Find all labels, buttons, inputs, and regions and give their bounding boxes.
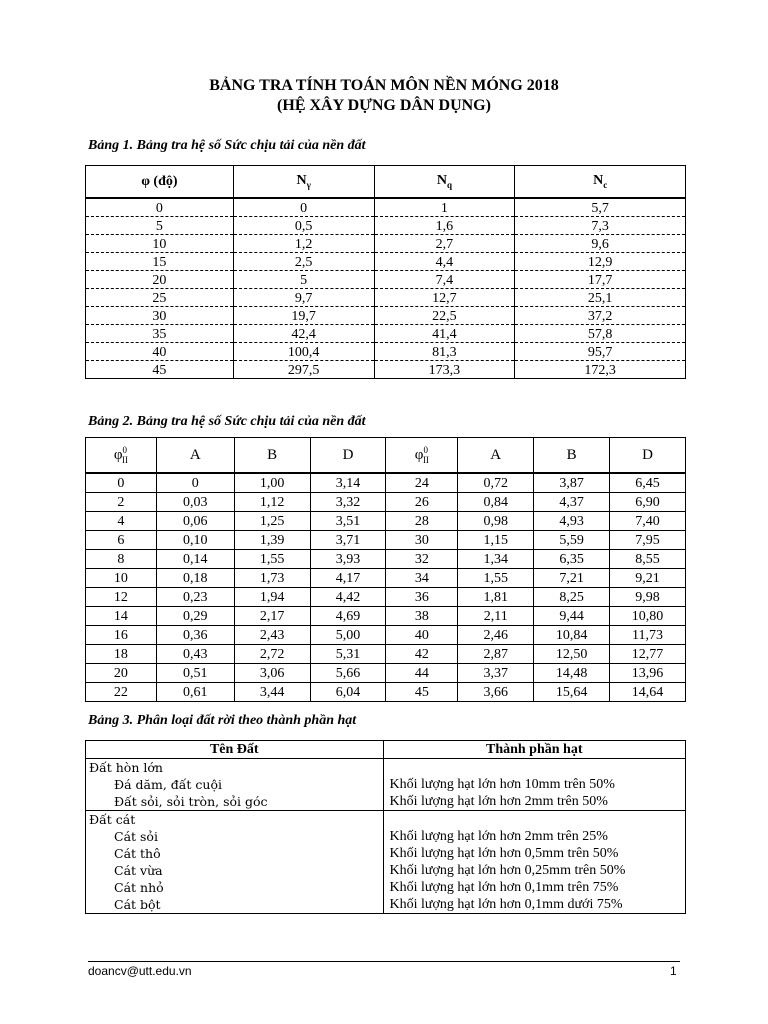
table2-cell: 5,31: [310, 645, 386, 664]
table2-cell: 2,87: [458, 645, 534, 664]
table2-cell: 3,06: [234, 664, 310, 683]
table3-header-name: Tên Đất: [86, 741, 384, 759]
table2-cell: 8: [86, 550, 157, 569]
table1-cell: 25: [86, 289, 234, 307]
table2-cell: 32: [386, 550, 458, 569]
table1-cell: 10: [86, 235, 234, 253]
table2-cell: 2,17: [234, 607, 310, 626]
table1-row: [86, 307, 686, 325]
title-line-2: (HỆ XÂY DỰNG DÂN DỤNG): [277, 97, 491, 114]
table2-cell: 18: [86, 645, 157, 664]
table2-cell: 0,18: [156, 569, 234, 588]
table2-cell: 0,43: [156, 645, 234, 664]
table2-cell: 1,73: [234, 569, 310, 588]
table2-cell: 3,14: [310, 473, 386, 493]
table2-cell: 6,45: [610, 473, 686, 493]
table1-cell: 17,7: [515, 271, 686, 289]
table2-cell: 1,81: [458, 588, 534, 607]
table1-row: [86, 253, 686, 271]
table1-cell: 42,4: [233, 325, 374, 343]
table1-cell: 37,2: [515, 307, 686, 325]
table1-cell: 45: [86, 361, 234, 379]
table2-cell: 11,73: [610, 626, 686, 645]
table3-header-row: [86, 741, 686, 759]
table2-cell: 9,21: [610, 569, 686, 588]
table2-header-row: [86, 438, 686, 474]
table1-cell: 7,3: [515, 217, 686, 235]
table2-cell: 0,29: [156, 607, 234, 626]
table2-cell: 22: [86, 683, 157, 702]
soil-name: Cát bột: [86, 896, 384, 914]
table2-cell: 0,84: [458, 493, 534, 512]
table2-cell: 2,46: [458, 626, 534, 645]
table2-row: [86, 473, 686, 493]
table1-cell: 2,5: [233, 253, 374, 271]
document-title: [0, 76, 768, 116]
table2-row: [86, 645, 686, 664]
table1-row: [86, 325, 686, 343]
table1-cell: 57,8: [515, 325, 686, 343]
table3-group1-title: Đất hòn lớn: [86, 759, 384, 777]
table1-header-ngamma: $N_\gamma$: [233, 166, 374, 199]
table2-header-a-right: A: [458, 438, 534, 474]
table2-cell: 1,15: [458, 531, 534, 550]
table1-cell: 41,4: [374, 325, 515, 343]
table2-cell: 45: [386, 683, 458, 702]
table2-cell: 6,35: [534, 550, 610, 569]
soil-composition: Khối lượng hạt lớn hơn 2mm trên 50%: [383, 793, 686, 811]
table1-cell: 5,7: [515, 198, 686, 217]
table1-cell: 12,9: [515, 253, 686, 271]
table2-caption: Bảng 2. Bảng tra hệ số Sức chịu tải của nền đất: [88, 414, 366, 429]
table2-cell: 7,40: [610, 512, 686, 531]
soil-composition: Khối lượng hạt lớn hơn 0,25mm trên 50%: [383, 862, 686, 879]
table2-cell: 4,17: [310, 569, 386, 588]
table1-cell: 81,3: [374, 343, 515, 361]
table2-cell: 9,44: [534, 607, 610, 626]
table2-row: [86, 664, 686, 683]
table2-row: [86, 607, 686, 626]
table2-cell: 1,55: [234, 550, 310, 569]
soil-name: Đất sỏi, sỏi tròn, sỏi góc: [86, 793, 384, 811]
table1-cell: 172,3: [515, 361, 686, 379]
table1-cell: 0,5: [233, 217, 374, 235]
table2-cell: 26: [386, 493, 458, 512]
table1-cell: 4,4: [374, 253, 515, 271]
table2-cell: 10: [86, 569, 157, 588]
table2-cell: 4,69: [310, 607, 386, 626]
table1-cell: 20: [86, 271, 234, 289]
table2-cell: 42: [386, 645, 458, 664]
soil-composition: Khối lượng hạt lớn hơn 2mm trên 25%: [383, 828, 686, 845]
table2-cell: 0,14: [156, 550, 234, 569]
table2-cell: 16: [86, 626, 157, 645]
table2-header-d-left: D: [310, 438, 386, 474]
table2-cell: 2: [86, 493, 157, 512]
table2-cell: 1,55: [458, 569, 534, 588]
table2-cell: 8,55: [610, 550, 686, 569]
table2-cell: 1,00: [234, 473, 310, 493]
table1-cell: 30: [86, 307, 234, 325]
table1-cell: 35: [86, 325, 234, 343]
table3-group2-title: Đất cát: [86, 811, 384, 829]
table3-row: [86, 793, 686, 811]
table2-cell: 13,96: [610, 664, 686, 683]
table2-row: [86, 493, 686, 512]
table1-row: [86, 235, 686, 253]
table2-cell: 9,98: [610, 588, 686, 607]
table2-row: [86, 512, 686, 531]
table2-cell: 14: [86, 607, 157, 626]
table2-cell: 1,12: [234, 493, 310, 512]
table1-row: [86, 271, 686, 289]
table1-cell: 0: [86, 198, 234, 217]
table2-header-d-right: D: [610, 438, 686, 474]
table2-cell: 1,25: [234, 512, 310, 531]
table3-header-composition: Thành phần hạt: [383, 741, 686, 759]
table2-cell: 0,51: [156, 664, 234, 683]
table1-cell: 173,3: [374, 361, 515, 379]
table2-row: [86, 550, 686, 569]
table1-cell: 22,5: [374, 307, 515, 325]
table2-cell: 4,42: [310, 588, 386, 607]
table2-cell: 28: [386, 512, 458, 531]
soil-composition: Khối lượng hạt lớn hơn 10mm trên 50%: [383, 776, 686, 793]
table1-cell: 100,4: [233, 343, 374, 361]
soil-composition: Khối lượng hạt lớn hơn 0,5mm trên 50%: [383, 845, 686, 862]
table2-cell: 5,66: [310, 664, 386, 683]
table1-header-nc: $N_c$: [515, 166, 686, 199]
footer-divider: [88, 961, 680, 962]
table2-cell: 38: [386, 607, 458, 626]
table3-row: [86, 845, 686, 862]
table2-cell: 1,94: [234, 588, 310, 607]
table2-cell: 3,66: [458, 683, 534, 702]
table1-cell: 15: [86, 253, 234, 271]
table1-header-row: [86, 166, 686, 199]
table2-row: [86, 588, 686, 607]
table2-cell: 0: [156, 473, 234, 493]
table2-cell: 3,51: [310, 512, 386, 531]
table2-cell: 12,77: [610, 645, 686, 664]
table2-cell: 3,87: [534, 473, 610, 493]
table2-cell: 4: [86, 512, 157, 531]
soil-composition: Khối lượng hạt lớn hơn 0,1mm dưới 75%: [383, 896, 686, 914]
table2-cell: 4,93: [534, 512, 610, 531]
table2-cell: 24: [386, 473, 458, 493]
table1-row: [86, 198, 686, 217]
soil-composition: Khối lượng hạt lớn hơn 0,1mm trên 75%: [383, 879, 686, 896]
table2-cell: 6,90: [610, 493, 686, 512]
table2-cell: 0,72: [458, 473, 534, 493]
table2-cell: 15,64: [534, 683, 610, 702]
table2-cell: 0,03: [156, 493, 234, 512]
table3-row: [86, 896, 686, 914]
table2-cell: 12,50: [534, 645, 610, 664]
table2-cell: 0,10: [156, 531, 234, 550]
table2-cell: 3,32: [310, 493, 386, 512]
table2-cell: 36: [386, 588, 458, 607]
table2-header-b-right: B: [534, 438, 610, 474]
table2-cell: 20: [86, 664, 157, 683]
table3: [85, 740, 686, 914]
table2-cell: 3,93: [310, 550, 386, 569]
table3-group-title-row: [86, 811, 686, 829]
table2-cell: 1,34: [458, 550, 534, 569]
table1-cell: 40: [86, 343, 234, 361]
table2-cell: 12: [86, 588, 157, 607]
table1-cell: 19,7: [233, 307, 374, 325]
table2-header-phi-left: $\varphi^0_{II}$: [86, 438, 157, 474]
table1-row: [86, 343, 686, 361]
table1-cell: 1: [374, 198, 515, 217]
page-number: 1: [670, 964, 677, 978]
table2-cell: 0: [86, 473, 157, 493]
table2-cell: 40: [386, 626, 458, 645]
table2-cell: 6,04: [310, 683, 386, 702]
table3-row: [86, 776, 686, 793]
table1-cell: 5: [233, 271, 374, 289]
table2-cell: 3,71: [310, 531, 386, 550]
table2-cell: 7,21: [534, 569, 610, 588]
table2-header-phi-right: $\varphi^0_{II}$: [386, 438, 458, 474]
table1: [85, 165, 686, 379]
table3-group-title-row: [86, 759, 686, 777]
soil-name: Cát thô: [86, 845, 384, 862]
table2-cell: 30: [386, 531, 458, 550]
table2-cell: 4,37: [534, 493, 610, 512]
table2-cell: 34: [386, 569, 458, 588]
table2-header-b-left: B: [234, 438, 310, 474]
table2-cell: 3,44: [234, 683, 310, 702]
table1-row: [86, 217, 686, 235]
table2-header-a-left: A: [156, 438, 234, 474]
table2-row: [86, 569, 686, 588]
table2-cell: 44: [386, 664, 458, 683]
footer-email: doancv@utt.edu.vn: [88, 964, 192, 978]
table2-cell: 2,43: [234, 626, 310, 645]
table1-cell: 25,1: [515, 289, 686, 307]
table2-cell: 7,95: [610, 531, 686, 550]
table2-cell: 5,00: [310, 626, 386, 645]
table2-cell: 0,61: [156, 683, 234, 702]
table1-caption: Bảng 1. Bảng tra hệ số Sức chịu tải của nền đất: [88, 138, 366, 153]
table2-cell: 8,25: [534, 588, 610, 607]
table3-row: [86, 879, 686, 896]
table1-cell: 7,4: [374, 271, 515, 289]
table2: [85, 437, 686, 702]
soil-name: Đá dăm, đất cuội: [86, 776, 384, 793]
table1-cell: 9,6: [515, 235, 686, 253]
table2-cell: 3,37: [458, 664, 534, 683]
table2-cell: 10,84: [534, 626, 610, 645]
table3-row: [86, 828, 686, 845]
table2-cell: 0,36: [156, 626, 234, 645]
table2-cell: 2,72: [234, 645, 310, 664]
table2-cell: 1,39: [234, 531, 310, 550]
table2-cell: 0,23: [156, 588, 234, 607]
table2-row: [86, 683, 686, 702]
table2-cell: 6: [86, 531, 157, 550]
table1-cell: 9,7: [233, 289, 374, 307]
table1-cell: 5: [86, 217, 234, 235]
table1-cell: 0: [233, 198, 374, 217]
table2-cell: 10,80: [610, 607, 686, 626]
table2-cell: 2,11: [458, 607, 534, 626]
table2-cell: 5,59: [534, 531, 610, 550]
soil-name: Cát sỏi: [86, 828, 384, 845]
table2-cell: 14,64: [610, 683, 686, 702]
table1-cell: 95,7: [515, 343, 686, 361]
table2-cell: 0,06: [156, 512, 234, 531]
table1-cell: 1,2: [233, 235, 374, 253]
soil-name: Cát vừa: [86, 862, 384, 879]
table2-cell: 14,48: [534, 664, 610, 683]
table2-row: [86, 531, 686, 550]
table1-cell: 1,6: [374, 217, 515, 235]
table3-row: [86, 862, 686, 879]
table3-caption: Bảng 3. Phân loại đất rời theo thành phần hạt: [88, 713, 357, 728]
table2-row: [86, 626, 686, 645]
table1-header-nq: $N_q$: [374, 166, 515, 199]
table2-cell: 0,98: [458, 512, 534, 531]
table1-header-phi: φ (độ): [86, 166, 234, 199]
table1-row: [86, 289, 686, 307]
table1-cell: 12,7: [374, 289, 515, 307]
soil-name: Cát nhỏ: [86, 879, 384, 896]
table1-cell: 297,5: [233, 361, 374, 379]
table1-cell: 2,7: [374, 235, 515, 253]
table1-row: [86, 361, 686, 379]
title-line-1: BẢNG TRA TÍNH TOÁN MÔN NỀN MÓNG 2018: [209, 77, 559, 94]
